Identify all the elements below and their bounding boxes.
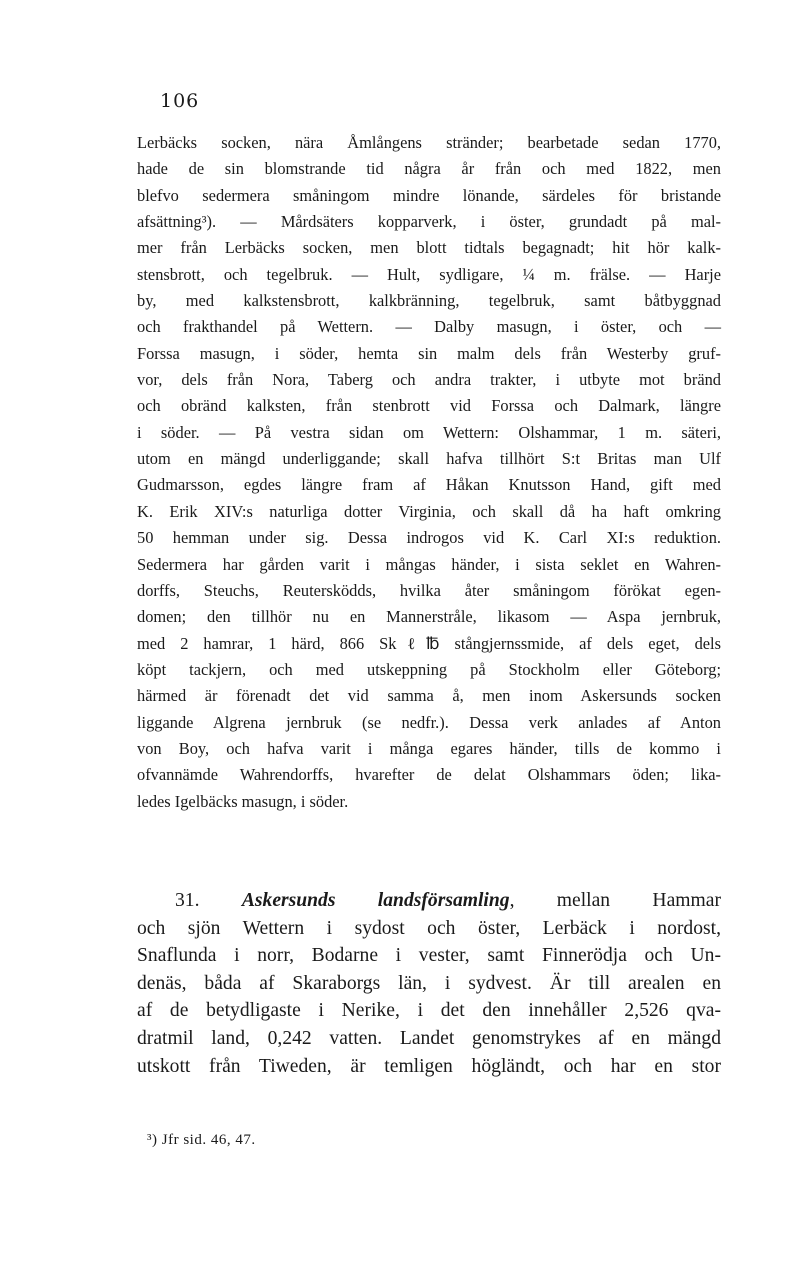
text-line: utom en mängd underliggande; skall hafva tillhört S:t Britas man Ulf [137, 449, 721, 469]
text-line: Snaflunda i norr, Bodarne i vester, samt Finnerödja och Un- [137, 945, 721, 967]
small-text-block [137, 130, 721, 815]
text-line: Forssa masugn, i söder, hemta sin malm dels från Westerby gruf- [137, 343, 721, 363]
section-first-line-text: , mellan Hammar [509, 890, 721, 911]
text-line: vor, dels från Nora, Taberg och andra trakter, i utbyte mot bränd [137, 370, 721, 390]
section-31-block [137, 887, 721, 1080]
text-line: hade de sin blomstrande tid några år från och med 1822, men [137, 159, 721, 179]
text-line: af de betydligaste i Nerike, i det den innehåller 2,526 qva- [137, 1000, 721, 1022]
text-line: Lerbäcks socken, nära Åmlångens stränder; bearbetade sedan 1770, [137, 133, 721, 152]
text-line: liggande Algrena jernbruk (se nedfr.). Dessa verk anlades af Anton [137, 712, 721, 732]
text-line: K. Erik XIV:s naturliga dotter Virginia, och skall då ha haft omkring [137, 501, 721, 521]
text-line: med 2 hamrar, 1 härd, 866 Skℓ℔ stångjernssmide, af dels eget, dels [137, 633, 721, 653]
text-line: von Boy, och hafva varit i många egares händer, tills de kommo i [137, 738, 721, 758]
text-line: Gudmarsson, egdes längre fram af Håkan Knutsson Hand, gift med [137, 475, 721, 495]
text-line: i söder. — På vestra sidan om Wettern: Olshammar, 1 m. säteri, [137, 422, 721, 442]
text-line: dorffs, Steuchs, Reutersködds, hvilka åter småningom förökat egen- [137, 580, 721, 600]
text-line: köpt tackjern, och med utskeppning på Stockholm eller Göteborg; [137, 659, 721, 679]
text-line: och obränd kalksten, från stenbrott vid Forssa och Dalmark, längre [137, 396, 721, 416]
section-heading-line [137, 887, 721, 915]
text-line: afsättning³). — Mårdsäters kopparverk, i öster, grundadt på mal- [137, 212, 721, 232]
section-title: Askersunds landsförsamling [241, 890, 510, 911]
text-line: domen; den tillhör nu en Mannerstråle, likasom — Aspa jernbruk, [137, 607, 721, 627]
text-line: denäs, båda af Skaraborgs län, i sydvest. Är till arealen en [137, 972, 721, 994]
text-line: ledes Igelbäcks masugn, i söder. [137, 791, 349, 811]
section-number: 31. [175, 890, 200, 911]
text-line: dratmil land, 0,242 vatten. Landet genomstrykes af en mängd [137, 1027, 721, 1049]
text-line: stensbrott, och tegelbruk. — Hult, sydligare, ¼ m. frälse. — Harje [137, 264, 721, 284]
text-line: härmed är förenadt det vid samma å, men inom Askersunds socken [137, 686, 721, 706]
text-line: by, med kalkstensbrott, kalkbränning, tegelbruk, samt båtbyggnad [137, 291, 721, 311]
page-number: 106 [160, 90, 200, 112]
text-line: ofvannämde Wahrendorffs, hvarefter de delat Olshammars öden; lika- [137, 765, 721, 785]
text-line: blefvo sedermera småningom mindre lönande, särdeles för bristande [137, 185, 721, 205]
text-line: utskott från Tiweden, är temligen högländt, och har en stor [137, 1055, 721, 1077]
text-line: och frakthandel på Wettern. — Dalby masugn, i öster, och — [137, 317, 721, 337]
text-line: och sjön Wettern i sydost och öster, Lerbäck i nordost, [137, 917, 721, 939]
text-line: 50 hemman under sig. Dessa indrogos vid K. Carl XI:s reduktion. [137, 528, 721, 548]
text-line: Sedermera har gården varit i mångas händer, i sista seklet en Wahren- [137, 554, 721, 574]
text-line: mer från Lerbäcks socken, men blott tidtals begagnadt; hit hör kalk- [137, 238, 721, 258]
footnote: ³) Jfr sid. 46, 47. [147, 1132, 256, 1148]
